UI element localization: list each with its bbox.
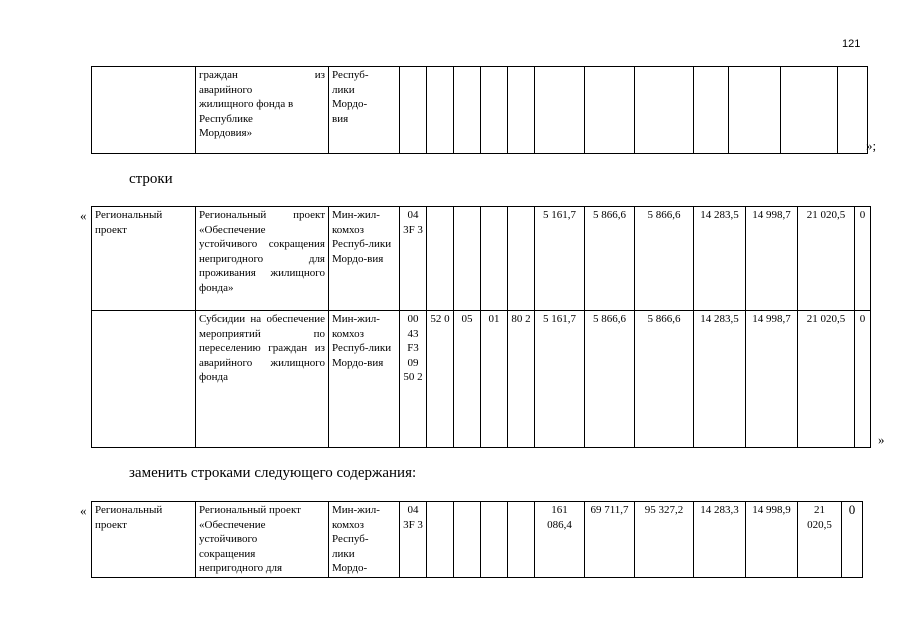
code-cell: 05 bbox=[454, 311, 481, 448]
value-cell: 21 020,5 bbox=[798, 502, 842, 578]
table-row bbox=[92, 67, 868, 154]
executor-cell: Мин-жил- комхоз Респуб- лики Мордо- bbox=[329, 502, 400, 578]
code-cell: 80 2 bbox=[508, 311, 535, 448]
code-cell: 52 0 bbox=[427, 311, 454, 448]
direction-name-cell: граждан из аварийного жилищного фонда в Республике Мордовия» bbox=[196, 67, 329, 154]
value-cell: 14 998,7 bbox=[746, 207, 798, 311]
type-cell: Региональный проект bbox=[92, 502, 196, 578]
table-row bbox=[92, 207, 871, 311]
value-cell: 5 866,6 bbox=[635, 207, 694, 311]
value-cell: 5 866,6 bbox=[585, 207, 635, 311]
value-cell: 21 020,5 bbox=[798, 207, 855, 311]
table-continuation bbox=[91, 66, 868, 154]
closing-quote: » bbox=[878, 432, 885, 447]
value-cell: 0 bbox=[855, 207, 871, 311]
value-cell: 5 866,6 bbox=[635, 311, 694, 448]
value-cell: 0 bbox=[842, 502, 863, 578]
value-cell: 14 283,5 bbox=[694, 207, 746, 311]
opening-quote: « bbox=[80, 208, 87, 223]
value-cell: 5 161,7 bbox=[535, 207, 585, 311]
value-cell: 69 711,7 bbox=[585, 502, 635, 578]
table-old-rows bbox=[91, 206, 871, 448]
section-label-replace: заменить строками следующего содержания: bbox=[129, 465, 417, 481]
executor-cell: Респуб- лики Мордо- вия bbox=[329, 67, 400, 154]
value-cell: 0 bbox=[855, 311, 871, 448]
section-label-rows: строки bbox=[129, 171, 173, 187]
name-cell: Субсидии на обеспечение мероприятий по переселению граждан из аварийного жилищного фонда bbox=[196, 311, 329, 448]
value-cell: 21 020,5 bbox=[798, 311, 855, 448]
value-cell: 14 998,7 bbox=[746, 311, 798, 448]
table-row bbox=[92, 502, 863, 578]
page-number: 121 bbox=[842, 38, 861, 50]
table-row bbox=[92, 311, 871, 448]
name-cell: Региональный проект «Обеспечение устойчивого сокращения непригодного для проживания жилищного фонда» bbox=[196, 207, 329, 311]
value-cell: 5 161,7 bbox=[535, 311, 585, 448]
closing-quote: »; bbox=[866, 138, 877, 153]
value-cell: 161 086,4 bbox=[535, 502, 585, 578]
value-cell: 5 866,6 bbox=[585, 311, 635, 448]
type-cell: Региональный проект bbox=[92, 207, 196, 311]
executor-cell: Мин-жил-комхоз Респуб-лики Мордо-вия bbox=[329, 311, 400, 448]
code-cell: 04 3F 3 bbox=[400, 502, 427, 578]
opening-quote: « bbox=[80, 503, 87, 518]
code-cell: 04 3F 3 bbox=[400, 207, 427, 311]
value-cell: 14 283,5 bbox=[694, 311, 746, 448]
name-cell: Региональный проект «Обеспечение устойчивого сокращения непригодного для bbox=[196, 502, 329, 578]
table-new-rows bbox=[91, 501, 863, 578]
value-cell: 95 327,2 bbox=[635, 502, 694, 578]
value-cell: 14 283,3 bbox=[694, 502, 746, 578]
code-cell: 00 43 F3 09 50 2 bbox=[400, 311, 427, 448]
executor-cell: Мин-жил-комхоз Респуб-лики Мордо-вия bbox=[329, 207, 400, 311]
code-cell: 01 bbox=[481, 311, 508, 448]
value-cell: 14 998,9 bbox=[746, 502, 798, 578]
